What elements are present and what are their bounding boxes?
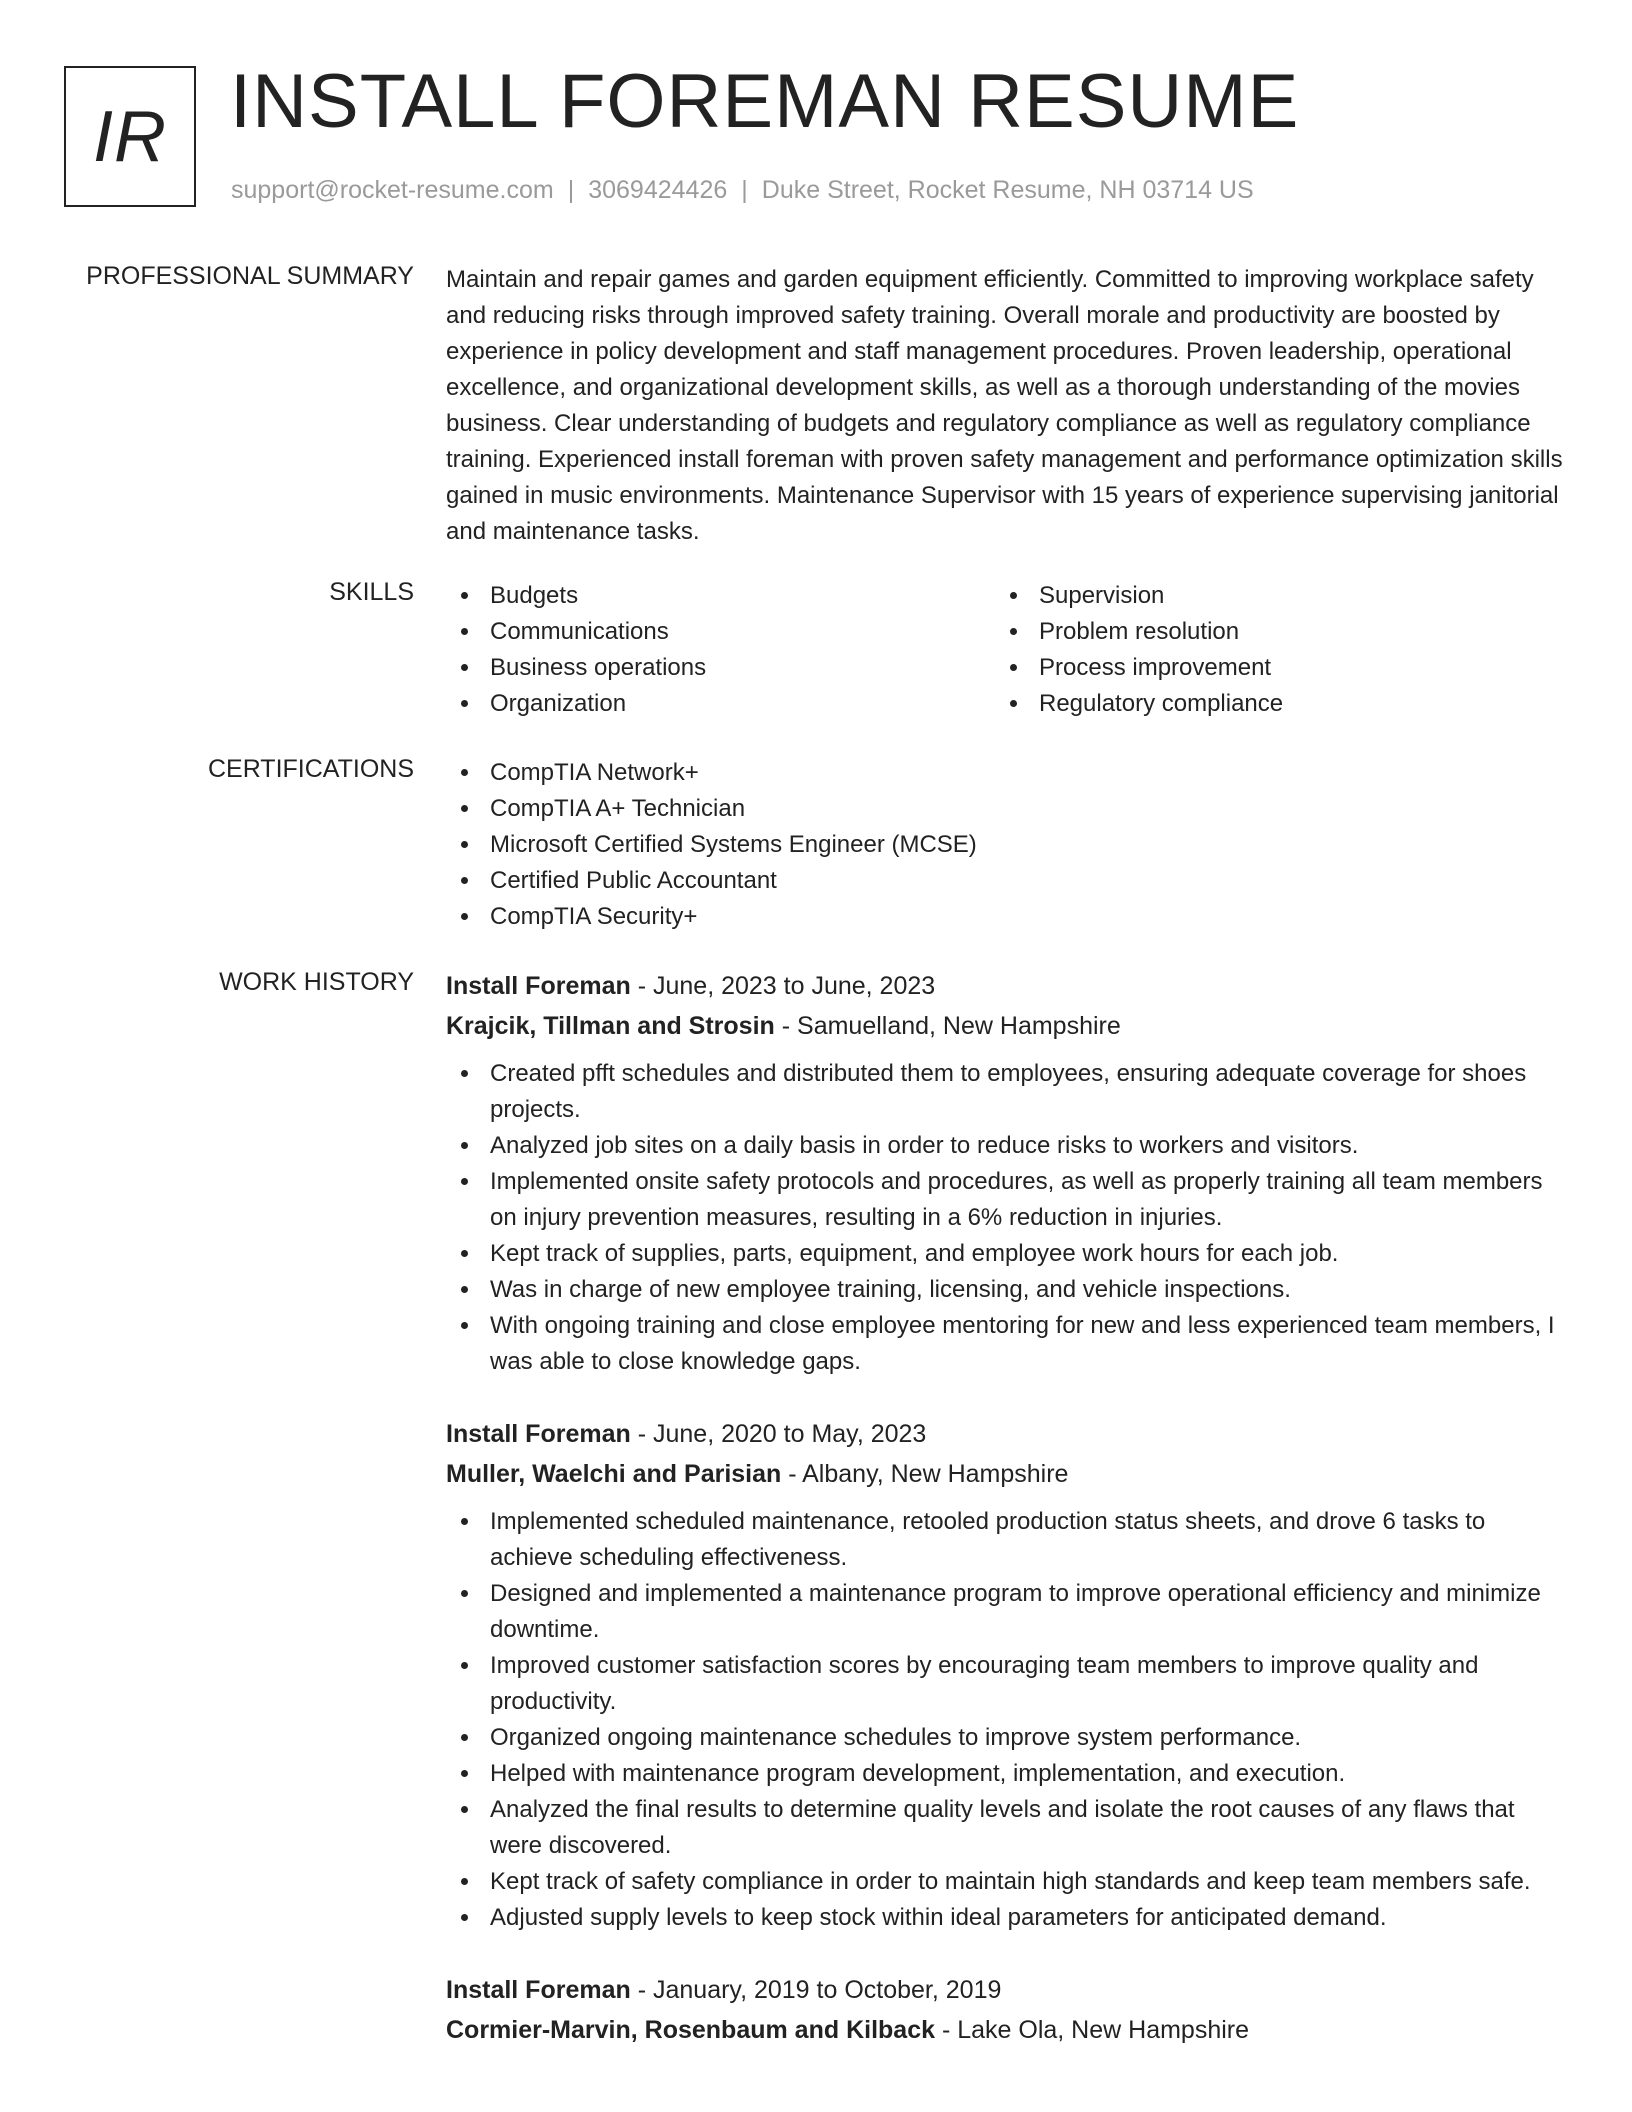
skills-grid <box>446 578 1566 722</box>
job-dates: - June, 2020 to May, 2023 <box>630 1420 927 1448</box>
contact-phone: 3069424426 <box>588 176 728 204</box>
job-duty-item: Kept track of supplies, parts, equipment, and employee work hours for each job. <box>446 1236 1566 1272</box>
certification-item: Microsoft Certified Systems Engineer (MCSE) <box>446 827 1566 863</box>
job-title-line <box>446 966 1566 1006</box>
skills-column-right <box>995 578 1544 722</box>
job-duty-item: Organized ongoing maintenance schedules to improve system performance. <box>446 1720 1566 1756</box>
monogram-box <box>64 66 196 207</box>
job-company: Muller, Waelchi and Parisian <box>446 1460 782 1488</box>
job-duty-item: Created pfft schedules and distributed them to employees, ensuring adequate coverage for shoes projects. <box>446 1056 1566 1128</box>
job-duty-item: Improved customer satisfaction scores by encouraging team members to improve quality and productivity. <box>446 1648 1566 1720</box>
job-duties-list <box>446 1056 1566 1380</box>
job-duty-item: Analyzed the final results to determine quality levels and isolate the root causes of any flaws that were discovered. <box>446 1792 1566 1864</box>
certifications-heading: CERTIFICATIONS <box>207 755 414 783</box>
job-duty-item: Analyzed job sites on a daily basis in order to reduce risks to workers and visitors. <box>446 1128 1566 1164</box>
work-history-heading: WORK HISTORY <box>219 968 414 996</box>
monogram-initials: IR <box>93 96 167 177</box>
certification-item: Certified Public Accountant <box>446 863 1566 899</box>
contact-line <box>231 176 1254 205</box>
job-title-line <box>446 1414 1566 1454</box>
skill-item: Communications <box>446 614 995 650</box>
certifications-list <box>446 755 1566 935</box>
skill-item: Business operations <box>446 650 995 686</box>
contact-separator: | <box>567 176 575 204</box>
job-duty-item: Kept track of safety compliance in order to maintain high standards and keep team members safe. <box>446 1864 1566 1900</box>
resume-title: INSTALL FOREMAN RESUME <box>230 59 1300 144</box>
skill-item: Supervision <box>995 578 1544 614</box>
contact-separator: | <box>741 176 748 204</box>
certifications-body <box>446 755 1566 935</box>
skill-item: Organization <box>446 686 995 722</box>
certification-item: CompTIA A+ Technician <box>446 791 1566 827</box>
job-duty-item: Helped with maintenance program development, implementation, and execution. <box>446 1756 1566 1792</box>
certification-item: CompTIA Security+ <box>446 899 1566 935</box>
job-company-line <box>446 1454 1566 1494</box>
skills-body <box>446 578 1566 722</box>
job-duty-item: Implemented scheduled maintenance, retooled production status sheets, and drove 6 tasks to achieve scheduling effectiveness. <box>446 1504 1566 1576</box>
job-location: - Lake Ola, New Hampshire <box>935 2016 1250 2044</box>
skills-heading: SKILLS <box>329 578 414 606</box>
summary-text: Maintain and repair games and garden equipment efficiently. Committed to improving workplace safety and reducing risks through improved safety training. Overall morale and productivity are boosted by experience in policy development and staff management procedures. Proven leadership, operational excellence, and organizational development skills, as well as a thorough understanding of the movies business. Clear understanding of budgets and regulatory compliance as well as regulatory compliance training. Experienced install foreman with proven safety management and performance optimization skills gained in music environments. Maintenance Supervisor with 15 years of experience supervising janitorial and maintenance tasks. <box>446 266 1563 545</box>
skill-item: Regulatory compliance <box>995 686 1544 722</box>
summary-body <box>446 262 1566 550</box>
job-title: Install Foreman <box>446 1976 631 2004</box>
skill-item: Budgets <box>446 578 995 614</box>
job-duty-item: Was in charge of new employee training, licensing, and vehicle inspections. <box>446 1272 1566 1308</box>
job-dates: - June, 2023 to June, 2023 <box>630 972 936 1000</box>
job-location: - Albany, New Hampshire <box>781 1460 1069 1488</box>
skill-item: Problem resolution <box>995 614 1544 650</box>
summary-heading: PROFESSIONAL SUMMARY <box>86 262 414 290</box>
skill-item: Process improvement <box>995 650 1544 686</box>
job-duty-item: With ongoing training and close employee mentoring for new and less experienced team members, I was able to close knowledge gaps. <box>446 1308 1566 1380</box>
job-company-line <box>446 1006 1566 1046</box>
job-entry <box>446 1970 1566 2050</box>
job-title: Install Foreman <box>446 1420 631 1448</box>
contact-address: Duke Street, Rocket Resume, NH 03714 US <box>761 176 1254 204</box>
job-dates: - January, 2019 to October, 2019 <box>630 1976 1002 2004</box>
contact-email: support@rocket-resume.com <box>231 176 554 204</box>
job-entry <box>446 966 1566 1380</box>
job-title: Install Foreman <box>446 972 631 1000</box>
job-duty-item: Implemented onsite safety protocols and procedures, as well as properly training all team members on injury prevention measures, resulting in a 6% reduction in injuries. <box>446 1164 1566 1236</box>
skills-column-left <box>446 578 995 722</box>
job-company: Krajcik, Tillman and Strosin <box>446 1012 775 1040</box>
job-company-line <box>446 2010 1566 2050</box>
job-duties-list <box>446 1504 1566 1936</box>
job-duty-item: Adjusted supply levels to keep stock within ideal parameters for anticipated demand. <box>446 1900 1566 1936</box>
work-history-body <box>446 966 1566 2084</box>
job-duty-item: Designed and implemented a maintenance program to improve operational efficiency and minimize downtime. <box>446 1576 1566 1648</box>
job-company: Cormier-Marvin, Rosenbaum and Kilback <box>446 2016 936 2044</box>
job-location: - Samuelland, New Hampshire <box>774 1012 1121 1040</box>
certification-item: CompTIA Network+ <box>446 755 1566 791</box>
job-title-line <box>446 1970 1566 2010</box>
job-entry <box>446 1414 1566 1936</box>
